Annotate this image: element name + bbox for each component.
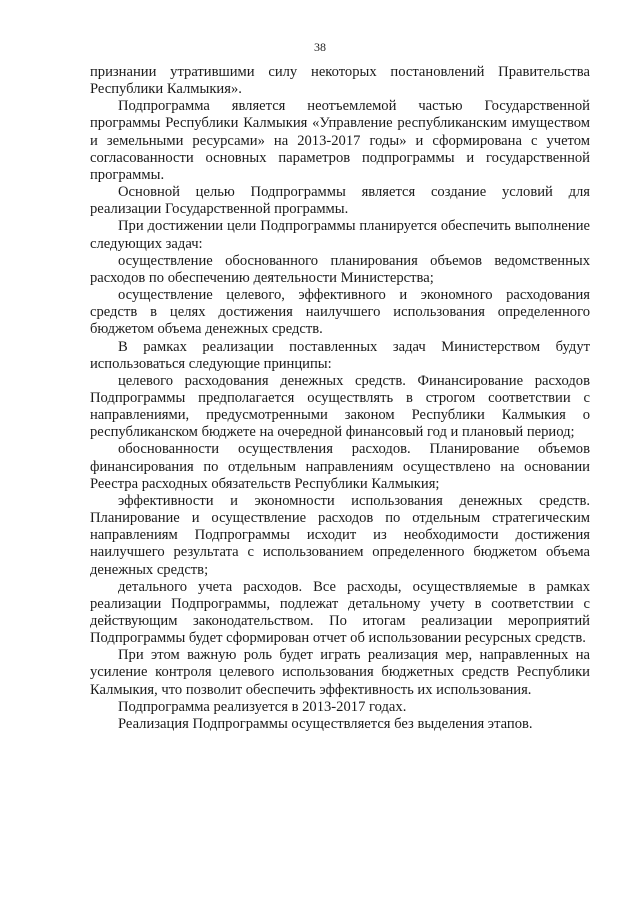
paragraph: Подпрограмма является неотъемлемой частью Государственной программы Республики Калмыкия «Управление республиканским имуществом и земельными ресурсами» на 2013-2017 годы» и сформирована с учетом согласованности основных параметров подпрограммы и государственной программы. xyxy=(90,98,590,183)
paragraph: целевого расходования денежных средств. Финансирование расходов Подпрограммы предполагается осуществлять в строгом соответствии с направлениями, предусмотренными законом Республики Калмыкия о республиканском бюджете на очередной финансовый год и плановый период; xyxy=(90,372,590,441)
paragraph: В рамках реализации поставленных задач Министерством будут использоваться следующие принципы: xyxy=(90,338,590,372)
page-number: 38 xyxy=(314,40,326,54)
paragraph: осуществление обоснованного планирования объемов ведомственных расходов по обеспечению деятельности Министерства; xyxy=(90,252,590,286)
paragraph: Реализация Подпрограммы осуществляется без выделения этапов. xyxy=(118,715,533,732)
paragraph: детального учета расходов. Все расходы, осуществляемые в рамках реализации Подпрограммы, подлежат детальному учету в соответствии с действующим законодательством. По итогам реализации мероприятий Подпрограммы будет сформирован отчет об использовании ресурсных средств. xyxy=(90,578,590,647)
paragraph: Основной целью Подпрограммы является создание условий для реализации Государственной программы. xyxy=(90,184,590,218)
paragraph: При этом важную роль будет играть реализация мер, направленных на усиление контроля целевого использования бюджетных средств Республики Калмыкия, что позволит обеспечить эффективность их использования. xyxy=(90,647,590,698)
paragraph: осуществление целевого, эффективного и экономного расходования средств в целях достижения наилучшего использования определенного бюджетом объема денежных средств. xyxy=(90,287,590,338)
body-text xyxy=(90,64,590,733)
paragraph: При достижении цели Подпрограммы планируется обеспечить выполнение следующих задач: xyxy=(90,218,590,252)
paragraph: Подпрограмма реализуется в 2013-2017 годах. xyxy=(118,698,407,715)
paragraph: обоснованности осуществления расходов. Планирование объемов финансирования по отдельным направлениям осуществлено на основании Реестра расходных обязательств Республики Калмыкия; xyxy=(90,441,590,492)
paragraph: признании утратившими силу некоторых постановлений Правительства Республики Калмыкия». xyxy=(90,64,590,98)
paragraph: эффективности и экономности использования денежных средств. Планирование и осуществление расходов по отдельным стратегическим направлениям Подпрограммы исходит из необходимости достижения наилучшего результата с использованием определенного бюджетом объема денежных средств; xyxy=(90,492,590,578)
